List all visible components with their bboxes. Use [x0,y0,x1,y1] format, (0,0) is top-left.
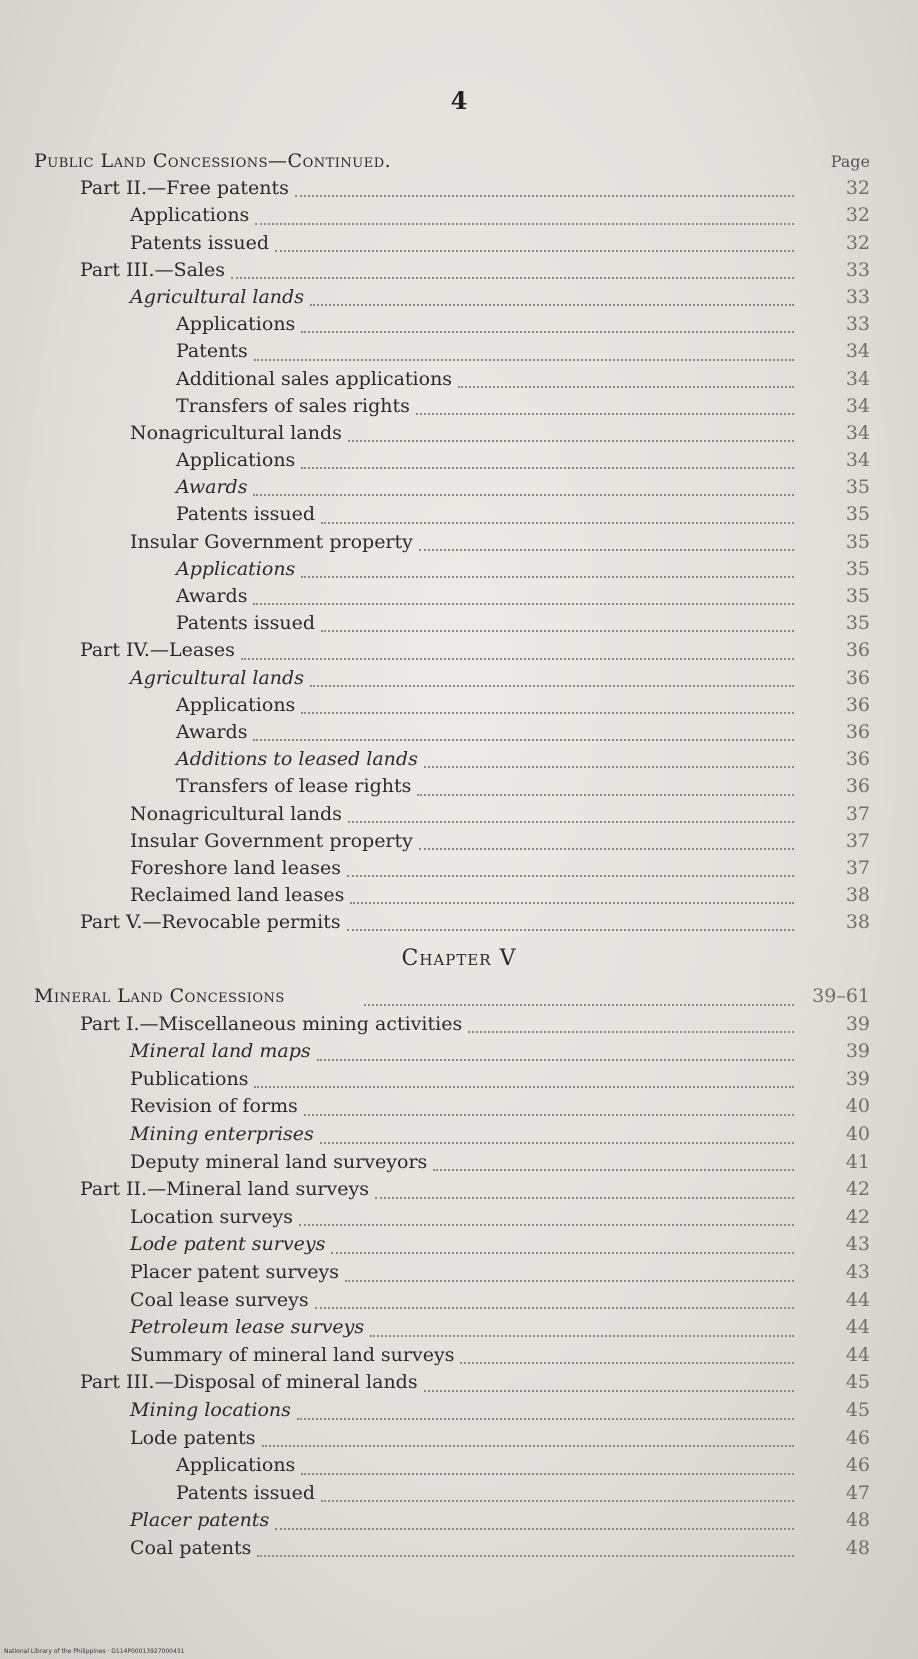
toc-entry-title: Applications [176,557,296,580]
toc-entry-page: 46 [845,1454,870,1477]
leader-dots [364,976,794,1006]
toc-entry-page: 41 [845,1150,870,1173]
leader-dots [257,1528,794,1558]
toc-entry-page: 36 [845,666,870,689]
leader-dots [255,195,794,224]
toc-entry-page: 35 [845,503,870,526]
leader-dots [468,1004,794,1034]
toc-entry-page: 47 [845,1481,870,1504]
toc-entry-page: 40 [845,1122,870,1145]
leader-dots [254,1059,794,1089]
toc-entry-page: 33 [845,285,870,308]
toc-mineral-land [34,983,870,1562]
toc-entry-title: Lode patents [130,1426,256,1449]
toc-entry-title: Patents issued [176,612,316,635]
leader-dots [297,1390,794,1420]
toc-entry-title: Placer patents [130,1509,270,1532]
leader-dots [295,168,794,197]
toc-entry-title: Mining enterprises [130,1122,314,1145]
leader-dots [304,1086,794,1116]
toc-entry-title: Applications [176,693,296,716]
toc-entry-page: 39 [845,1040,870,1063]
leader-dots [321,1473,794,1503]
toc-entry-page: 32 [845,177,870,200]
toc-entry-page: 48 [845,1509,870,1532]
leader-dots [231,250,794,279]
leader-dots [321,494,794,523]
toc-entry-page: 37 [845,829,870,852]
leader-dots [299,1197,794,1227]
toc-entry-page: 35 [845,530,870,553]
leader-dots [321,603,794,632]
toc-entry-title: Summary of mineral land surveys [130,1343,455,1366]
toc-entry-title: Awards [176,720,248,743]
toc-entry-title: Nonagricultural lands [130,421,342,444]
toc-entry-page: 42 [845,1178,870,1201]
leader-dots [433,1142,794,1172]
page-column-label: Page [830,152,870,171]
leader-dots [253,712,794,741]
leader-dots [301,440,794,469]
section-heading: Mineral Land Concessions [34,985,285,1007]
toc-entries-b [34,1011,870,1563]
toc-entry-page: 39 [845,1067,870,1090]
chapter-title: Chapter V [401,946,517,971]
toc-entry-title: Part I.—Miscellaneous mining activities [80,1012,463,1035]
toc-entry-page: 34 [845,367,870,390]
toc-entry-page: 37 [845,856,870,879]
toc-public-land [34,148,870,936]
toc-entry-title: Transfers of sales rights [176,394,410,417]
toc-entry-title: Agricultural lands [130,285,304,308]
leader-dots [253,576,794,605]
toc-entry-title: Placer patent surveys [130,1260,340,1283]
leader-dots [458,359,794,388]
toc-entry-page: 43 [845,1260,870,1283]
toc-entry-title: Part IV.—Leases [80,639,235,662]
toc-entry-title: Lode patent surveys [130,1233,326,1256]
toc-entry-title: Reclaimed land leases [130,884,345,907]
toc-entry-page: 35 [845,557,870,580]
toc-entry-title: Location surveys [130,1205,293,1228]
leader-dots [419,522,794,551]
toc-entry-title: Part II.—Free patents [80,177,289,200]
toc-entry-page: 36 [845,693,870,716]
toc-entry-page: 44 [845,1316,870,1339]
toc-entry-title: Foreshore land leases [130,856,341,879]
toc-entry-page: 40 [845,1095,870,1118]
toc-entry-title: Part III.—Sales [80,258,225,281]
leader-dots [347,902,794,931]
toc-entry-page: 34 [845,340,870,363]
toc-entry-page: 33 [845,258,870,281]
toc-entry-page: 44 [845,1288,870,1311]
toc-entry-title: Agricultural lands [130,666,304,689]
leader-dots [331,1224,794,1254]
footer-caption: National Library of the Philippines · D114P00013927000431 [4,1648,185,1655]
toc-entry-page: 39 [845,1012,870,1035]
leader-dots [301,1445,794,1475]
toc-entry-page: 36 [845,639,870,662]
toc-entry-page: 34 [845,421,870,444]
leader-dots [317,1031,794,1061]
leader-dots [375,1169,794,1199]
leader-dots [370,1307,794,1337]
toc-entry-page: 46 [845,1426,870,1449]
toc-entry-title: Applications [176,313,296,336]
toc-entry-page: 33 [845,313,870,336]
leader-dots [310,277,794,306]
toc-entry-title: Deputy mineral land surveyors [130,1150,428,1173]
toc-entry-title: Publications [130,1067,249,1090]
page-number: 4 [450,86,468,115]
toc-entry-title: Part III.—Disposal of mineral lands [80,1371,418,1394]
toc-entry-title: Part II.—Mineral land surveys [80,1178,369,1201]
leader-dots [348,413,794,442]
toc-entry-page: 45 [845,1398,870,1421]
leader-dots [301,549,794,578]
leader-dots [350,875,794,904]
leader-dots [348,794,794,823]
toc-entry-title: Mineral land maps [130,1040,311,1063]
toc-entry-title: Additions to leased lands [176,748,418,771]
toc-entry-title: Applications [130,204,250,227]
leader-dots [315,1280,794,1310]
toc-entry-title: Transfers of lease rights [176,775,412,798]
toc-entry [34,1535,870,1563]
toc-entry-title: Petroleum lease surveys [130,1316,365,1339]
section-page-range: 39–61 [812,985,870,1007]
toc-entry-title: Applications [176,449,296,472]
leader-dots [419,821,794,850]
leader-dots [416,386,794,415]
toc-entry-page: 37 [845,802,870,825]
toc-entry-title: Awards [176,585,248,607]
leader-dots [275,1500,794,1530]
leader-dots [424,1362,794,1392]
leader-dots [347,848,794,877]
toc-entry-page: 48 [845,1536,870,1559]
toc-entry-title: Coal patents [130,1536,252,1559]
toc-entry-title: Insular Government property [130,829,413,852]
toc-entry-page: 34 [845,449,870,472]
toc-entry-page: 35 [845,612,870,635]
leader-dots [301,685,794,714]
leader-dots [241,630,794,659]
leader-dots [301,304,794,333]
leader-dots [320,1114,794,1144]
leader-dots [345,1252,794,1282]
toc-entry-title: Nonagricultural lands [130,802,342,825]
toc-entry-page: 42 [845,1205,870,1228]
toc-entry-title: Applications [176,1454,296,1477]
leader-dots [275,223,794,252]
toc-entry-title: Mining locations [130,1398,291,1421]
toc-entry-title: Coal lease surveys [130,1288,309,1311]
toc-entry-page: 35 [845,585,870,607]
toc-entry-page: 36 [845,775,870,798]
toc-entry-page: 36 [845,720,870,743]
toc-entry-title: Additional sales applications [176,367,453,390]
toc-entry-page: 35 [845,476,870,499]
toc-entry-title: Awards [176,476,248,499]
toc-entry-page: 43 [845,1233,870,1256]
toc-entry-title: Part V.—Revocable permits [80,911,341,934]
leader-dots [253,467,794,496]
toc-entry-title: Patents issued [130,231,270,254]
leader-dots [254,331,794,360]
toc-entry-page: 38 [845,884,870,907]
toc-entry-page: 36 [845,748,870,771]
toc-entry-title: Patents issued [176,1481,316,1504]
toc-entry [34,909,870,936]
leader-dots [310,658,794,687]
toc-entry-page: 45 [845,1371,870,1394]
toc-entry-page: 44 [845,1343,870,1366]
leader-dots [424,739,794,768]
toc-entry-page: 32 [845,231,870,254]
toc-entry-page: 34 [845,394,870,417]
toc-entry-title: Revision of forms [130,1095,298,1118]
section-heading: Public Land Concessions—Continued. [34,150,392,172]
toc-entry-title: Patents [176,340,248,363]
leader-dots [460,1335,794,1365]
leader-dots [262,1418,794,1448]
toc-entry-page: 32 [845,204,870,227]
leader-dots [417,766,794,795]
toc-entry-title: Insular Government property [130,530,413,553]
toc-entry-page: 38 [845,911,870,934]
toc-entries-a [34,175,870,936]
toc-entry-title: Patents issued [176,503,316,526]
